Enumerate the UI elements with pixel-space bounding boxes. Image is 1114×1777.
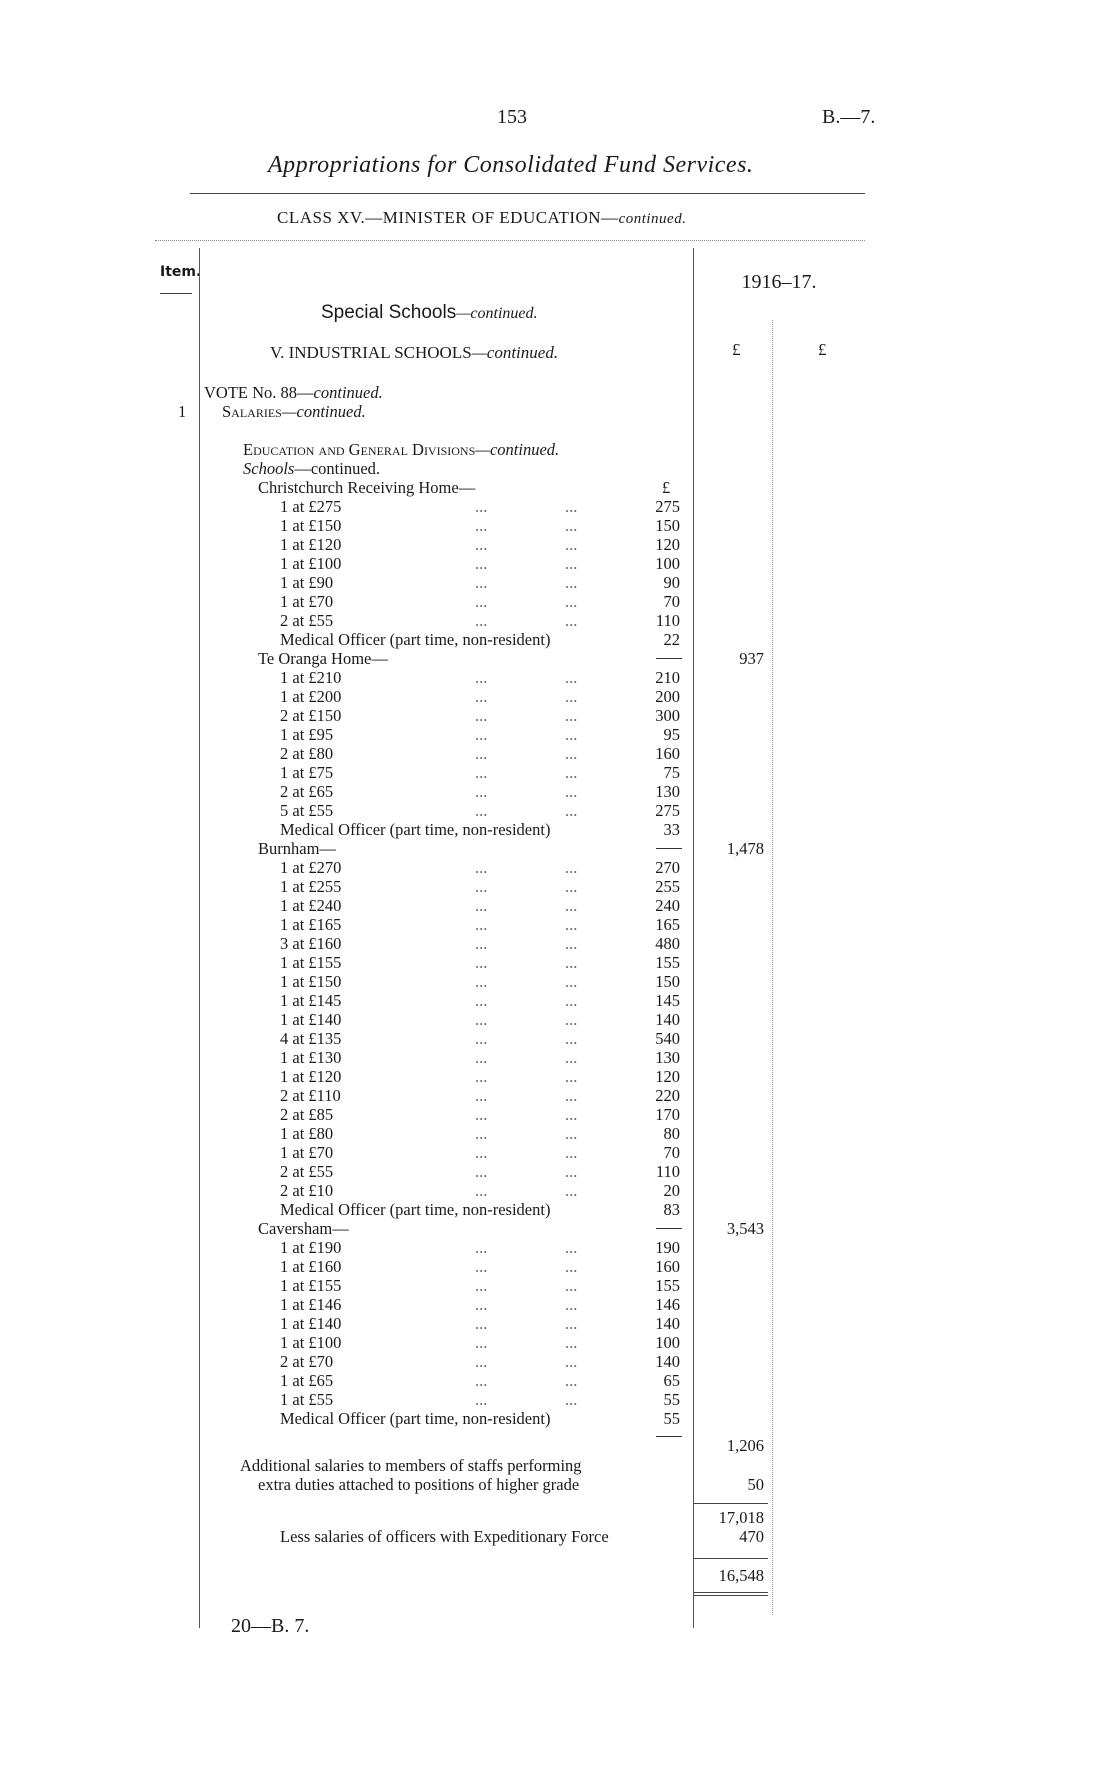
salary-row: 1 at £130 ... ... 130 [280, 1048, 680, 1067]
total-rule-bottom-2 [694, 1595, 768, 1596]
schools-heading [243, 459, 380, 479]
group-heading: Christchurch Receiving Home— [258, 478, 476, 497]
salary-row: 1 at £75 ... ... 75 [280, 763, 680, 782]
document-reference: B.—7. [822, 106, 876, 128]
additional-salaries-line2: extra duties attached to positions of higher grade [258, 1475, 580, 1494]
salaries-title: Salaries [222, 402, 282, 421]
industrial-schools-heading [270, 343, 558, 363]
salary-row: 1 at £70 ... ... 70 [280, 1143, 680, 1162]
pound-column-1: £ [732, 340, 741, 359]
less-expeditionary-label: Less salaries of officers with Expeditionary Force [280, 1527, 609, 1546]
salary-row: 2 at £55 ... ... 110 [280, 611, 680, 630]
salary-row: 4 at £135 ... ... 540 [280, 1029, 680, 1048]
group-total: 3,543 [726, 1219, 764, 1238]
pound-column-2: £ [818, 340, 827, 359]
salary-row: 1 at £155 ... ... 155 [280, 1276, 680, 1295]
salary-row: 1 at £70 ... ... 70 [280, 592, 680, 611]
salary-row: 1 at £100 ... ... 100 [280, 1333, 680, 1352]
group-heading: Burnham— [258, 839, 336, 858]
less-expeditionary-amount: 470 [739, 1527, 764, 1546]
salaries-continued: —continued. [281, 402, 366, 421]
footer-reference: 20—B. 7. [231, 1615, 310, 1637]
salary-row: 1 at £80 ... ... 80 [280, 1124, 680, 1143]
salary-row: 1 at £120 ... ... 120 [280, 1067, 680, 1086]
subtotal-rule-main [694, 1503, 768, 1504]
salary-row: 3 at £160 ... ... 480 [280, 934, 680, 953]
salary-row: 1 at £255 ... ... 255 [280, 877, 680, 896]
page-number: 153 [497, 106, 527, 128]
salary-row: 1 at £65 ... ... 65 [280, 1371, 680, 1390]
divisions-continued: —continued. [475, 440, 560, 459]
salary-row: 1 at £55 ... ... 55 [280, 1390, 680, 1409]
salary-row: 1 at £200 ... ... 200 [280, 687, 680, 706]
salary-row: 1 at £190 ... ... 190 [280, 1238, 680, 1257]
schools-title: Schools [243, 459, 295, 478]
divisions-heading [243, 440, 559, 460]
salary-row: 1 at £150 ... ... 150 [280, 972, 680, 991]
vote-heading [204, 383, 383, 403]
special-schools-heading [321, 302, 538, 324]
salary-row: 2 at £150 ... ... 300 [280, 706, 680, 725]
salary-row: 5 at £55 ... ... 275 [280, 801, 680, 820]
salary-row: 1 at £275 ... ... 275 [280, 497, 680, 516]
salary-row: 2 at £10 ... ... 20 [280, 1181, 680, 1200]
group-total: 1,206 [726, 1436, 764, 1455]
salary-row: 1 at £120 ... ... 120 [280, 535, 680, 554]
class-rule [155, 240, 865, 241]
item-header-rule [160, 293, 192, 294]
subcolumn-pound-sign: £ [662, 478, 671, 497]
grand-total: 16,548 [718, 1566, 764, 1585]
salary-row: 1 at £145 ... ... 145 [280, 991, 680, 1010]
salary-row: 2 at £110 ... ... 220 [280, 1086, 680, 1105]
header-rule [190, 193, 865, 194]
class-heading-continued: continued. [618, 211, 687, 227]
additional-salaries-line1: Additional salaries to members of staffs performing [240, 1456, 582, 1475]
class-heading [277, 208, 686, 228]
class-heading-main: CLASS XV.—MINISTER OF EDUCATION— [277, 208, 619, 227]
salary-row: 2 at £85 ... ... 170 [280, 1105, 680, 1124]
special-schools-continued: —continued. [456, 305, 538, 322]
schools-continued: —continued. [294, 459, 381, 478]
salary-row: 2 at £70 ... ... 140 [280, 1352, 680, 1371]
total-rule-top [694, 1558, 768, 1559]
salaries-heading [222, 402, 366, 422]
salary-row: 2 at £80 ... ... 160 [280, 744, 680, 763]
medical-officer-row: Medical Officer (part time, non-resident) 83 [280, 1200, 680, 1219]
medical-officer-row: Medical Officer (part time, non-resident) 55 [280, 1409, 680, 1428]
group-heading: Te Oranga Home— [258, 649, 388, 668]
salary-row: 1 at £150 ... ... 150 [280, 516, 680, 535]
total-rule-bottom-1 [694, 1592, 768, 1593]
group-total: 1,478 [726, 839, 764, 858]
industrial-schools-title: V. INDUSTRIAL SCHOOLS [270, 343, 472, 362]
salary-row: 1 at £90 ... ... 90 [280, 573, 680, 592]
vote-title: VOTE No. 88— [204, 383, 314, 402]
medical-officer-row: Medical Officer (part time, non-resident) 22 [280, 630, 680, 649]
page-title: Appropriations for Consolidated Fund Services. [268, 152, 754, 178]
group-heading: Caversham— [258, 1219, 349, 1238]
group-total: 937 [739, 649, 764, 668]
item-number: 1 [178, 402, 187, 421]
salary-row: 1 at £210 ... ... 210 [280, 668, 680, 687]
salary-row: 1 at £155 ... ... 155 [280, 953, 680, 972]
salary-row: 1 at £95 ... ... 95 [280, 725, 680, 744]
subtotal-amount: 17,018 [718, 1508, 764, 1527]
salary-row: 1 at £240 ... ... 240 [280, 896, 680, 915]
additional-salaries-amount: 50 [747, 1475, 764, 1494]
divisions-title: Education and General Divisions [243, 440, 476, 459]
special-schools-title: Special Schools [321, 302, 457, 323]
salary-row: 1 at £140 ... ... 140 [280, 1314, 680, 1333]
salary-row: 2 at £65 ... ... 130 [280, 782, 680, 801]
salary-row: 1 at £140 ... ... 140 [280, 1010, 680, 1029]
salary-row: 1 at £100 ... ... 100 [280, 554, 680, 573]
salary-row: 1 at £160 ... ... 160 [280, 1257, 680, 1276]
subtotal-rule [656, 1436, 682, 1437]
salary-row: 1 at £270 ... ... 270 [280, 858, 680, 877]
salary-row: 2 at £55 ... ... 110 [280, 1162, 680, 1181]
medical-officer-row: Medical Officer (part time, non-resident) 33 [280, 820, 680, 839]
year-header: 1916–17. [741, 271, 817, 293]
item-column-header: Item. [160, 264, 202, 280]
industrial-schools-continued: —continued. [471, 343, 559, 362]
vote-continued: continued. [313, 383, 383, 402]
salary-row: 1 at £146 ... ... 146 [280, 1295, 680, 1314]
salary-row: 1 at £165 ... ... 165 [280, 915, 680, 934]
